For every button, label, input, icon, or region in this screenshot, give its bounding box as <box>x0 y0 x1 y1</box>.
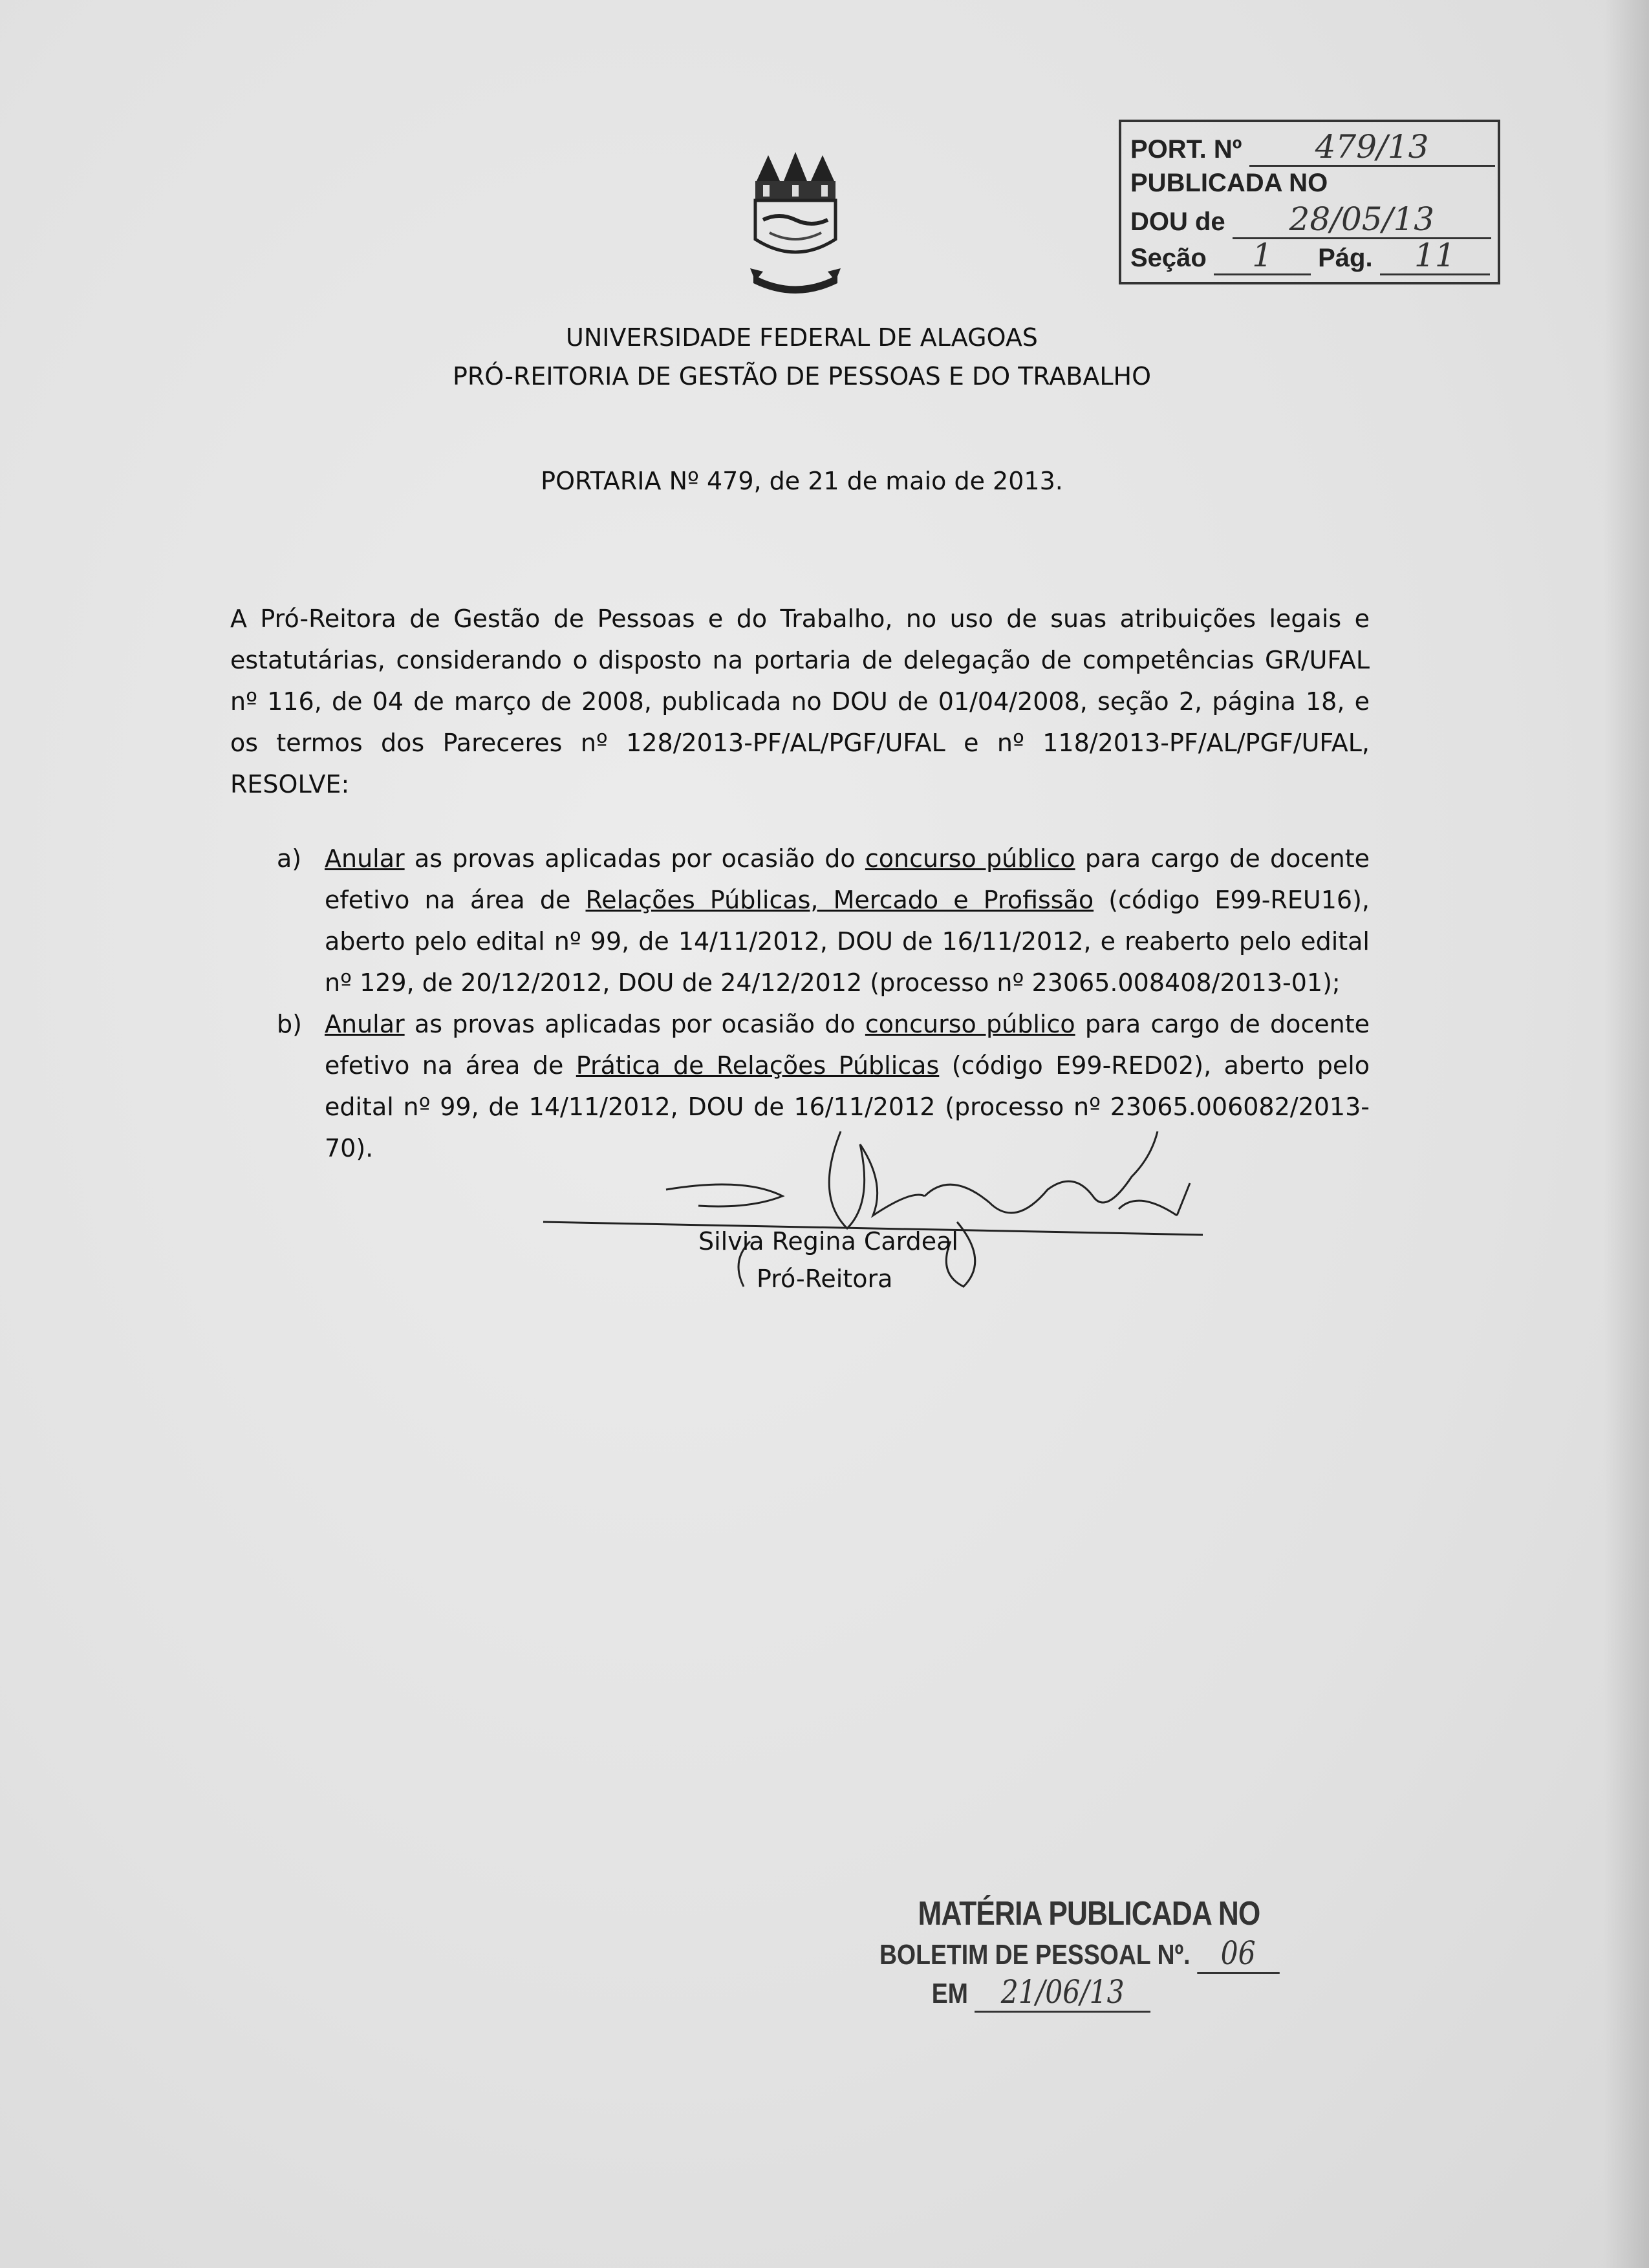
dou-date: 28/05/13 <box>1233 201 1491 239</box>
item-label: b) <box>277 1010 302 1038</box>
item-text: as provas aplicadas por ocasião do <box>404 1010 865 1038</box>
item-text: para cargo de docente efetivo na área de <box>325 1010 1370 1080</box>
scan-edge-shadow <box>1604 0 1649 2268</box>
university-crest-icon <box>744 142 847 297</box>
port-label: PORT. Nº <box>1130 135 1242 164</box>
item-text: as provas aplicadas por ocasião do <box>404 844 865 873</box>
boletim-number: 06 <box>1197 1934 1280 1974</box>
publicada-label: PUBLICADA NO <box>1130 169 1328 197</box>
item-text: para cargo de docente efetivo na área de <box>325 844 1370 914</box>
list-item <box>277 838 1370 1003</box>
pag-value: 11 <box>1380 237 1490 275</box>
boletim-label: BOLETIM DE PESSOAL Nº. <box>879 1939 1191 1971</box>
item-area: Relações Públicas, Mercado e Profissão <box>585 886 1094 914</box>
item-text: (código E99-RED02), aberto pelo edital nº 99, de 14/11/2012, DOU de 16/11/2012 (processo nº 23065.006082/2013-70). <box>325 1051 1370 1162</box>
university-name: UNIVERSIDADE FEDERAL DE ALAGOAS <box>566 323 1038 352</box>
department-name: PRÓ-REITORIA DE GESTÃO DE PESSOAS E DO TRABALHO <box>452 362 1151 390</box>
secao-label: Seção <box>1130 244 1207 272</box>
publication-stamp <box>1119 120 1500 284</box>
pag-label: Pág. <box>1318 244 1373 272</box>
item-verb: Anular <box>325 844 405 873</box>
body-paragraph: A Pró-Reitora de Gestão de Pessoas e do Trabalho, no uso de suas atribuições legais e estatutárias, considerando o disposto na portaria de delegação de competências GR/UFAL nº 116, de 04 de março de 2008, publicada no DOU de 01/04/2008, seção 2, página 18, e os termos dos Pareceres nº 128/2013-PF/AL/PGF/UFAL e nº 118/2013-PF/AL/PGF/UFAL, RESOLVE: <box>230 604 1370 798</box>
item-label: a) <box>277 844 302 873</box>
secao-value: 1 <box>1214 237 1311 275</box>
dou-label: DOU de <box>1130 208 1225 236</box>
item-area: Prática de Relações Públicas <box>576 1051 940 1080</box>
em-label: EM <box>931 1978 968 2009</box>
port-number: 479/13 <box>1249 129 1495 167</box>
boletim-stamp <box>879 1894 1260 2037</box>
portaria-title: PORTARIA Nº 479, de 21 de maio de 2013. <box>541 467 1063 495</box>
boletim-date: 21/06/13 <box>975 1973 1150 2013</box>
item-concurso: concurso público <box>865 1010 1075 1038</box>
item-text: (código E99-REU16), aberto pelo edital nº 99, de 14/11/2012, DOU de 16/11/2012, e reaberto pelo edital nº 129, de 20/12/2012, DOU de 24/12/2012 (processo nº 23065.008408/2013-01); <box>325 886 1370 997</box>
signatory-role: Pró-Reitora <box>757 1265 893 1293</box>
item-concurso: concurso público <box>865 844 1075 873</box>
materia-label: MATÉRIA PUBLICADA NO <box>918 1895 1260 1932</box>
item-verb: Anular <box>325 1010 405 1038</box>
signatory-name: Silvia Regina Cardeal <box>698 1227 958 1256</box>
